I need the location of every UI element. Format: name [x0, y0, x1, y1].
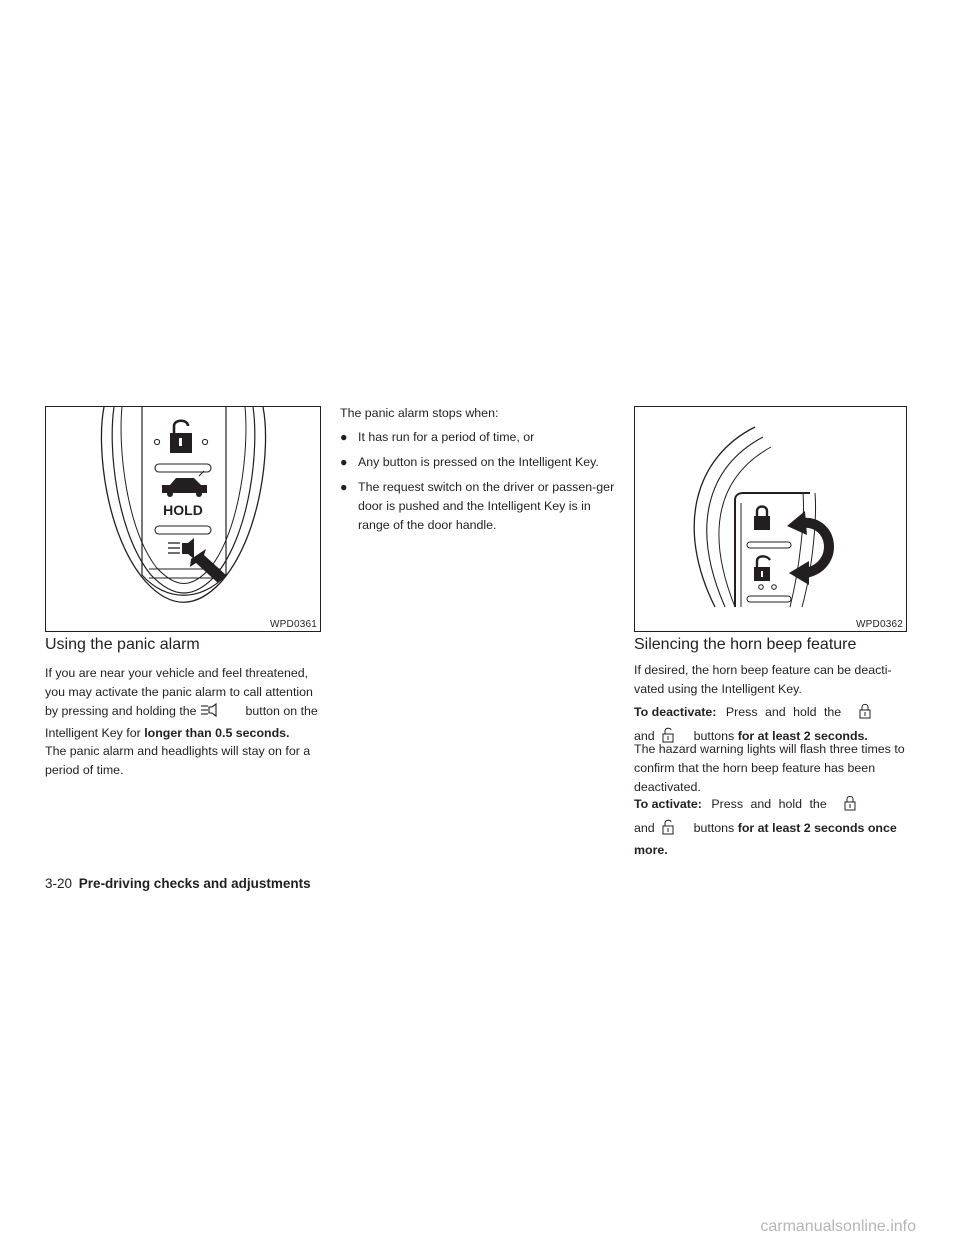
section-title: Pre-driving checks and adjustments — [78, 876, 311, 891]
stops-intro: The panic alarm stops when: — [340, 406, 499, 420]
car-trunk-icon — [162, 471, 207, 497]
and-word: and — [634, 821, 655, 835]
activate-instruction — [634, 795, 906, 860]
horn-intro: If desired, the horn beep feature can be deacti-vated using the Intelligent Key. — [634, 663, 892, 696]
key-fob-illustration — [635, 407, 906, 631]
unlock-button-icon — [662, 819, 674, 841]
deactivate-duration: for at least 2 seconds. — [737, 729, 868, 743]
page-footer — [45, 876, 311, 891]
deactivate-label: To deactivate: — [634, 705, 717, 719]
lock-button-icon — [844, 795, 856, 817]
lock-icon — [170, 421, 192, 453]
panic-p1-line1: If you are near your vehicle and feel threatened, — [45, 666, 309, 680]
buttons-word: buttons — [693, 729, 735, 743]
panic-duration: longer than 0.5 seconds. — [144, 726, 290, 740]
bullet: ● — [340, 430, 348, 444]
buttons-word: buttons — [693, 821, 735, 835]
page-number: 3-20 — [45, 876, 73, 891]
deactivate-text: Press and hold the — [725, 705, 842, 719]
key-fob-illustration — [46, 407, 320, 631]
bullet: ● — [340, 455, 348, 469]
watermark: carmanualsonline.info — [760, 1218, 916, 1235]
activate-text: Press and hold the — [711, 797, 827, 811]
figure-code: WPD0362 — [856, 619, 903, 630]
activate-label: To activate: — [634, 797, 702, 811]
unlock-icon — [754, 556, 770, 581]
panic-horn-icon — [168, 538, 194, 559]
bullet: ● — [340, 480, 348, 494]
list-item-text: The request switch on the driver or passen-ger door is pushed and the Intelligent Key is in range of the door handle. — [358, 480, 615, 532]
panic-paragraph-2: The panic alarm and headlights will stay on for a period of time. — [45, 744, 311, 777]
activate-duration: for at least 2 seconds once more. — [634, 821, 897, 857]
panic-p1-line2: you may activate the panic alarm to call attention — [45, 685, 313, 699]
panic-button-icon — [200, 703, 220, 724]
list-item-text: Any button is pressed on the Intelligent Key. — [358, 455, 599, 469]
figure-code: WPD0361 — [270, 619, 317, 630]
figure-horn-beep-key — [634, 406, 907, 632]
hazard-confirmation: The hazard warning lights will flash three times to confirm that the horn beep feature has been deactivated. — [634, 742, 905, 794]
rotate-arrow-icon — [787, 511, 829, 585]
hold-label: HOLD — [163, 502, 203, 518]
list-item — [315, 428, 616, 447]
lock-button-icon — [859, 703, 871, 725]
lock-icon — [754, 507, 770, 531]
figure-panic-alarm-key — [45, 406, 321, 632]
list-item — [315, 453, 616, 472]
heading-panic-alarm: Using the panic alarm — [45, 636, 200, 653]
list-item-text: It has run for a period of time, or — [358, 430, 535, 444]
stops-list — [315, 428, 616, 541]
panic-p1-line3b: button on the — [245, 704, 318, 718]
panic-p1-line3a: by pressing and holding the — [45, 704, 197, 718]
list-item — [315, 478, 616, 535]
heading-horn-beep: Silencing the horn beep feature — [634, 636, 857, 653]
and-word: and — [634, 729, 655, 743]
panic-p1-line4a: Intelligent Key for — [45, 726, 141, 740]
panic-paragraph-1 — [45, 664, 320, 743]
